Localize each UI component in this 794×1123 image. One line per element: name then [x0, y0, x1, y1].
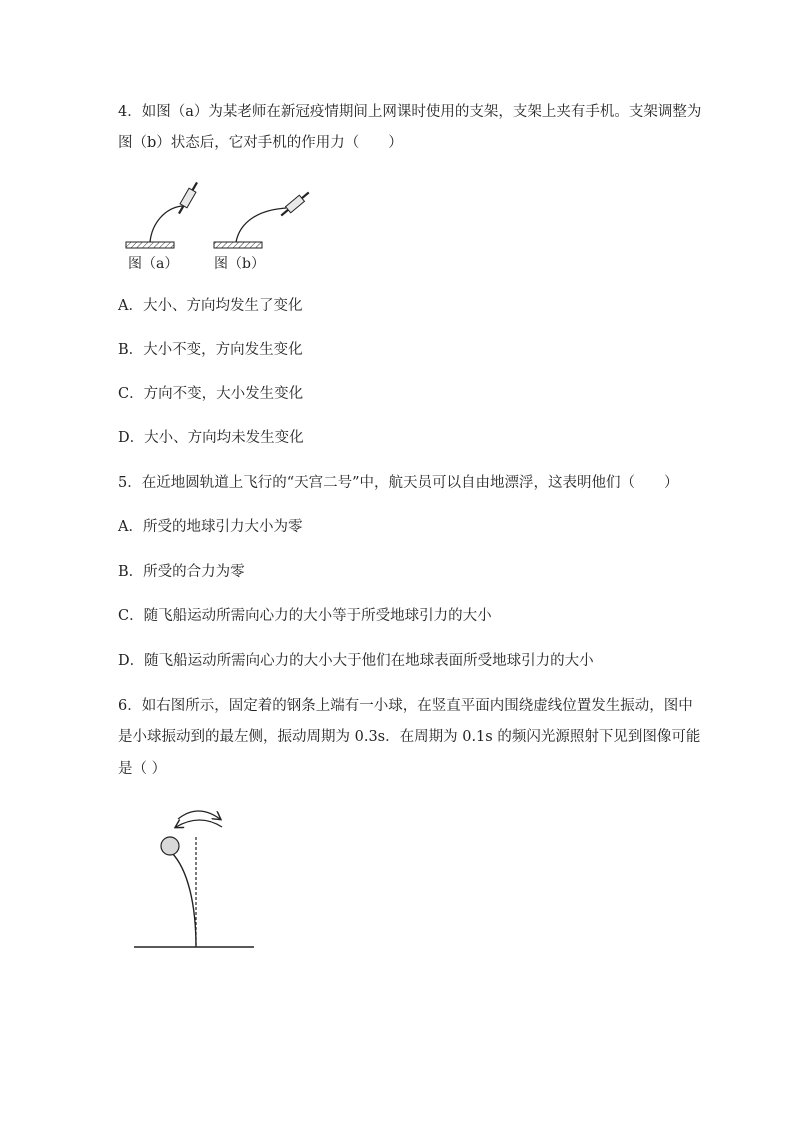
q6-stem-line2: 是小球振动到的最左侧，振动周期为 0.3s．在周期为 0.1s 的频闪光源照射下见到图像可能 — [118, 729, 701, 745]
figure-a-phone-stand — [120, 168, 200, 248]
figure-a-label: 图（a） — [128, 256, 179, 272]
q5-option-c: C．随飞船运动所需向心力的大小等于所受地球引力的大小 — [118, 608, 492, 624]
q4-stem-line1: 4．如图（a）为某老师在新冠疫情期间上网课时使用的支架，支架上夹有手机。支架调整为 — [118, 104, 702, 120]
q5-option-d: D．随飞船运动所需向心力的大小大于他们在地球表面所受地球引力的大小 — [118, 653, 594, 669]
q5-stem: 5．在近地圆轨道上飞行的“天宫二号”中，航天员可以自由地漂浮，这表明他们（ ） — [118, 475, 679, 491]
figure-b-label: 图（b） — [214, 256, 265, 272]
q6-stem-line1: 6．如右图所示，固定着的钢条上端有一小球，在竖直平面内围绕虚线位置发生振动，图中 — [118, 698, 693, 714]
q5-option-b: B．所受的合力为零 — [118, 564, 245, 580]
q4-stem-line2: 图（b）状态后，它对手机的作用力（ ） — [118, 135, 403, 151]
q4-option-b: B．大小不变，方向发生变化 — [118, 342, 303, 358]
figure-b-phone-stand — [208, 182, 318, 252]
q5-option-a: A．所受的地球引力大小为零 — [118, 519, 303, 535]
q6-stem-line3: 是（ ） — [118, 761, 167, 777]
figure-vibrating-rod — [130, 805, 260, 955]
q4-option-c: C．方向不变，大小发生变化 — [118, 386, 304, 402]
q4-option-d: D．大小、方向均未发生变化 — [118, 430, 304, 446]
q4-option-a: A．大小、方向均发生了变化 — [118, 298, 303, 314]
